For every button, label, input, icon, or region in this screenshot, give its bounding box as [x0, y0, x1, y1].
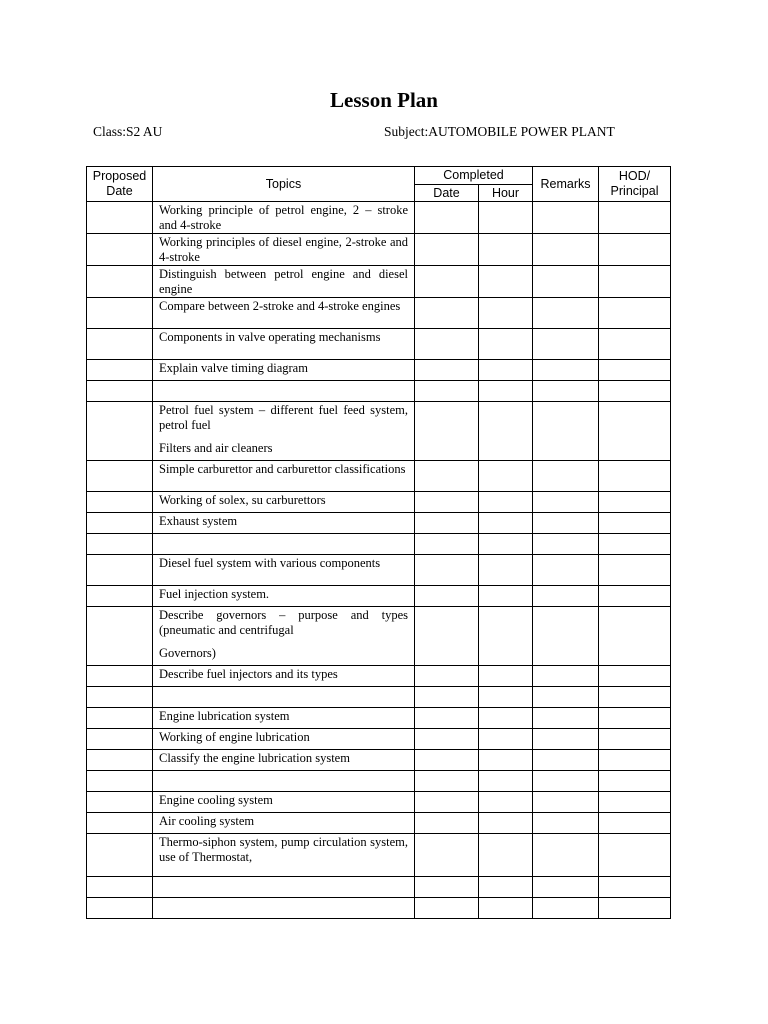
table-body — [87, 202, 671, 919]
completed-hour-cell — [479, 266, 533, 298]
table-row — [87, 202, 671, 234]
completed-date-cell — [415, 771, 479, 792]
proposed-date-cell — [87, 360, 153, 381]
remarks-cell — [533, 771, 599, 792]
table-row — [87, 687, 671, 708]
hod-principal-cell — [599, 461, 671, 492]
table-row — [87, 813, 671, 834]
table-row — [87, 266, 671, 298]
table-row — [87, 402, 671, 461]
completed-hour-cell — [479, 813, 533, 834]
completed-hour-cell — [479, 534, 533, 555]
completed-hour-cell — [479, 492, 533, 513]
completed-date-cell — [415, 607, 479, 666]
subject-label: Subject:AUTOMOBILE POWER PLANT — [384, 124, 615, 139]
proposed-date-cell — [87, 877, 153, 898]
remarks-cell — [533, 792, 599, 813]
proposed-date-cell — [87, 687, 153, 708]
completed-date-cell — [415, 234, 479, 266]
table-row — [87, 586, 671, 607]
table-row — [87, 607, 671, 666]
table-row — [87, 750, 671, 771]
completed-hour-cell — [479, 513, 533, 534]
proposed-date-cell — [87, 607, 153, 666]
completed-hour-cell — [479, 402, 533, 461]
topic-text: Simple carburettor and carburettor classifications — [159, 462, 406, 476]
topic-text: Working principle of petrol engine, 2 – stroke and 4-stroke — [159, 203, 408, 232]
completed-hour-cell — [479, 202, 533, 234]
topic-text: Diesel fuel system with various components — [159, 556, 381, 570]
topic-cell — [153, 877, 415, 898]
topic-text: Describe fuel injectors and its types — [159, 667, 338, 681]
table-row — [87, 513, 671, 534]
proposed-date-cell — [87, 708, 153, 729]
hod-principal-cell — [599, 266, 671, 298]
completed-date-cell — [415, 834, 479, 877]
hod-principal-cell — [599, 234, 671, 266]
proposed-date-cell — [87, 381, 153, 402]
topic-cell — [153, 298, 415, 329]
hod-principal-cell — [599, 750, 671, 771]
remarks-cell — [533, 555, 599, 586]
completed-date-cell — [415, 750, 479, 771]
completed-date-cell — [415, 898, 479, 919]
completed-hour-cell — [479, 607, 533, 666]
topic-cell — [153, 834, 415, 877]
topic-cell — [153, 555, 415, 586]
completed-date-cell — [415, 266, 479, 298]
completed-date-cell — [415, 534, 479, 555]
hod-principal-cell — [599, 202, 671, 234]
hod-principal-cell — [599, 492, 671, 513]
topic-text: Distinguish between petrol engine and diesel engine — [159, 267, 408, 296]
remarks-cell — [533, 666, 599, 687]
remarks-cell — [533, 877, 599, 898]
hod-principal-cell — [599, 729, 671, 750]
topic-cell — [153, 586, 415, 607]
completed-date-cell — [415, 666, 479, 687]
remarks-cell — [533, 687, 599, 708]
topic-text: Compare between 2-stroke and 4-stroke engines — [159, 299, 401, 313]
proposed-date-cell — [87, 461, 153, 492]
completed-date-cell — [415, 813, 479, 834]
topic-text: Describe governors – purpose and types (pneumatic and centrifugal — [159, 608, 408, 637]
hod-principal-cell — [599, 834, 671, 877]
completed-hour-cell — [479, 461, 533, 492]
completed-date-cell — [415, 513, 479, 534]
topic-cell — [153, 813, 415, 834]
page-title: Lesson Plan — [330, 88, 438, 112]
header-completed-hour: Hour — [479, 185, 533, 202]
topic-cell — [153, 708, 415, 729]
header-remarks: Remarks — [533, 167, 599, 202]
topic-cell — [153, 898, 415, 919]
proposed-date-cell — [87, 555, 153, 586]
topic-text: Fuel injection system. — [159, 587, 270, 601]
topic-text: Air cooling system — [159, 814, 255, 828]
remarks-cell — [533, 898, 599, 919]
proposed-date-cell — [87, 750, 153, 771]
hod-principal-cell — [599, 771, 671, 792]
hod-principal-cell — [599, 360, 671, 381]
completed-hour-cell — [479, 771, 533, 792]
remarks-cell — [533, 298, 599, 329]
topic-cell — [153, 750, 415, 771]
table-row — [87, 771, 671, 792]
topic-cell — [153, 687, 415, 708]
topic-continuation: Filters and air cleaners — [159, 441, 273, 455]
table-row — [87, 555, 671, 586]
table-row — [87, 492, 671, 513]
remarks-cell — [533, 513, 599, 534]
hod-principal-cell — [599, 402, 671, 461]
table-row — [87, 461, 671, 492]
hod-principal-cell — [599, 555, 671, 586]
completed-date-cell — [415, 360, 479, 381]
proposed-date-cell — [87, 266, 153, 298]
header-completed: Completed — [415, 167, 533, 185]
proposed-date-cell — [87, 492, 153, 513]
remarks-cell — [533, 381, 599, 402]
completed-date-cell — [415, 792, 479, 813]
remarks-cell — [533, 266, 599, 298]
topic-cell — [153, 771, 415, 792]
remarks-cell — [533, 461, 599, 492]
topic-text: Working of solex, su carburettors — [159, 493, 326, 507]
hod-principal-cell — [599, 898, 671, 919]
completed-hour-cell — [479, 555, 533, 586]
topic-text: Working principles of diesel engine, 2-stroke and 4-stroke — [159, 235, 408, 264]
topic-text: Exhaust system — [159, 514, 238, 528]
table-row — [87, 834, 671, 877]
remarks-cell — [533, 402, 599, 461]
table-row — [87, 708, 671, 729]
proposed-date-cell — [87, 534, 153, 555]
hod-principal-cell — [599, 877, 671, 898]
completed-hour-cell — [479, 898, 533, 919]
header-proposed-date: Proposed Date — [87, 167, 153, 202]
topic-cell — [153, 402, 415, 461]
completed-hour-cell — [479, 298, 533, 329]
table-row — [87, 360, 671, 381]
topic-continuation: Governors) — [159, 646, 216, 660]
topic-text: Thermo-siphon system, pump circulation system, use of Thermostat, — [159, 835, 408, 864]
proposed-date-cell — [87, 729, 153, 750]
completed-hour-cell — [479, 381, 533, 402]
proposed-date-cell — [87, 202, 153, 234]
topic-cell — [153, 607, 415, 666]
completed-date-cell — [415, 329, 479, 360]
hod-principal-cell — [599, 687, 671, 708]
completed-date-cell — [415, 877, 479, 898]
hod-principal-cell — [599, 381, 671, 402]
hod-principal-cell — [599, 607, 671, 666]
remarks-cell — [533, 729, 599, 750]
completed-date-cell — [415, 555, 479, 586]
topic-text: Components in valve operating mechanisms — [159, 330, 381, 344]
completed-date-cell — [415, 381, 479, 402]
completed-date-cell — [415, 202, 479, 234]
hod-principal-cell — [599, 534, 671, 555]
completed-date-cell — [415, 461, 479, 492]
proposed-date-cell — [87, 792, 153, 813]
remarks-cell — [533, 534, 599, 555]
remarks-cell — [533, 813, 599, 834]
proposed-date-cell — [87, 666, 153, 687]
topic-cell — [153, 492, 415, 513]
remarks-cell — [533, 234, 599, 266]
remarks-cell — [533, 329, 599, 360]
remarks-cell — [533, 202, 599, 234]
completed-hour-cell — [479, 586, 533, 607]
hod-principal-cell — [599, 298, 671, 329]
table-row — [87, 666, 671, 687]
remarks-cell — [533, 492, 599, 513]
hod-principal-cell — [599, 708, 671, 729]
completed-date-cell — [415, 402, 479, 461]
completed-date-cell — [415, 298, 479, 329]
completed-date-cell — [415, 492, 479, 513]
topic-text: Engine cooling system — [159, 793, 273, 807]
table-header — [87, 167, 671, 202]
proposed-date-cell — [87, 586, 153, 607]
topic-text: Petrol fuel system – different fuel feed system, petrol fuel — [159, 403, 408, 432]
table-row — [87, 234, 671, 266]
completed-hour-cell — [479, 834, 533, 877]
header-completed-date: Date — [415, 185, 479, 202]
header-topics: Topics — [153, 167, 415, 202]
completed-hour-cell — [479, 792, 533, 813]
topic-cell — [153, 461, 415, 492]
completed-hour-cell — [479, 687, 533, 708]
completed-hour-cell — [479, 329, 533, 360]
topic-text: Explain valve timing diagram — [159, 361, 308, 375]
topic-text: Working of engine lubrication — [159, 730, 310, 744]
topic-cell — [153, 513, 415, 534]
topic-cell — [153, 381, 415, 402]
completed-hour-cell — [479, 234, 533, 266]
table-row — [87, 534, 671, 555]
proposed-date-cell — [87, 234, 153, 266]
completed-date-cell — [415, 708, 479, 729]
topic-text: Classify the engine lubrication system — [159, 751, 350, 765]
proposed-date-cell — [87, 834, 153, 877]
hod-principal-cell — [599, 586, 671, 607]
completed-hour-cell — [479, 708, 533, 729]
completed-hour-cell — [479, 360, 533, 381]
topic-cell — [153, 329, 415, 360]
remarks-cell — [533, 750, 599, 771]
completed-date-cell — [415, 687, 479, 708]
topic-cell — [153, 234, 415, 266]
completed-hour-cell — [479, 750, 533, 771]
topic-cell — [153, 266, 415, 298]
completed-hour-cell — [479, 729, 533, 750]
hod-principal-cell — [599, 513, 671, 534]
topic-cell — [153, 534, 415, 555]
proposed-date-cell — [87, 771, 153, 792]
lesson-plan-table — [86, 166, 671, 919]
table-row — [87, 329, 671, 360]
table-row — [87, 298, 671, 329]
header-hod-principal: HOD/ Principal — [599, 167, 671, 202]
remarks-cell — [533, 607, 599, 666]
hod-principal-cell — [599, 792, 671, 813]
remarks-cell — [533, 834, 599, 877]
proposed-date-cell — [87, 298, 153, 329]
hod-principal-cell — [599, 666, 671, 687]
completed-date-cell — [415, 586, 479, 607]
table-row — [87, 381, 671, 402]
table-row — [87, 729, 671, 750]
proposed-date-cell — [87, 898, 153, 919]
hod-principal-cell — [599, 329, 671, 360]
topic-cell — [153, 792, 415, 813]
proposed-date-cell — [87, 513, 153, 534]
completed-hour-cell — [479, 666, 533, 687]
table-row — [87, 792, 671, 813]
class-label: Class:S2 AU — [93, 124, 163, 139]
remarks-cell — [533, 360, 599, 381]
remarks-cell — [533, 586, 599, 607]
proposed-date-cell — [87, 402, 153, 461]
remarks-cell — [533, 708, 599, 729]
completed-date-cell — [415, 729, 479, 750]
proposed-date-cell — [87, 813, 153, 834]
topic-cell — [153, 729, 415, 750]
topic-text: Engine lubrication system — [159, 709, 290, 723]
table-row — [87, 877, 671, 898]
proposed-date-cell — [87, 329, 153, 360]
table-row — [87, 898, 671, 919]
topic-cell — [153, 360, 415, 381]
topic-cell — [153, 666, 415, 687]
topic-cell — [153, 202, 415, 234]
completed-hour-cell — [479, 877, 533, 898]
hod-principal-cell — [599, 813, 671, 834]
